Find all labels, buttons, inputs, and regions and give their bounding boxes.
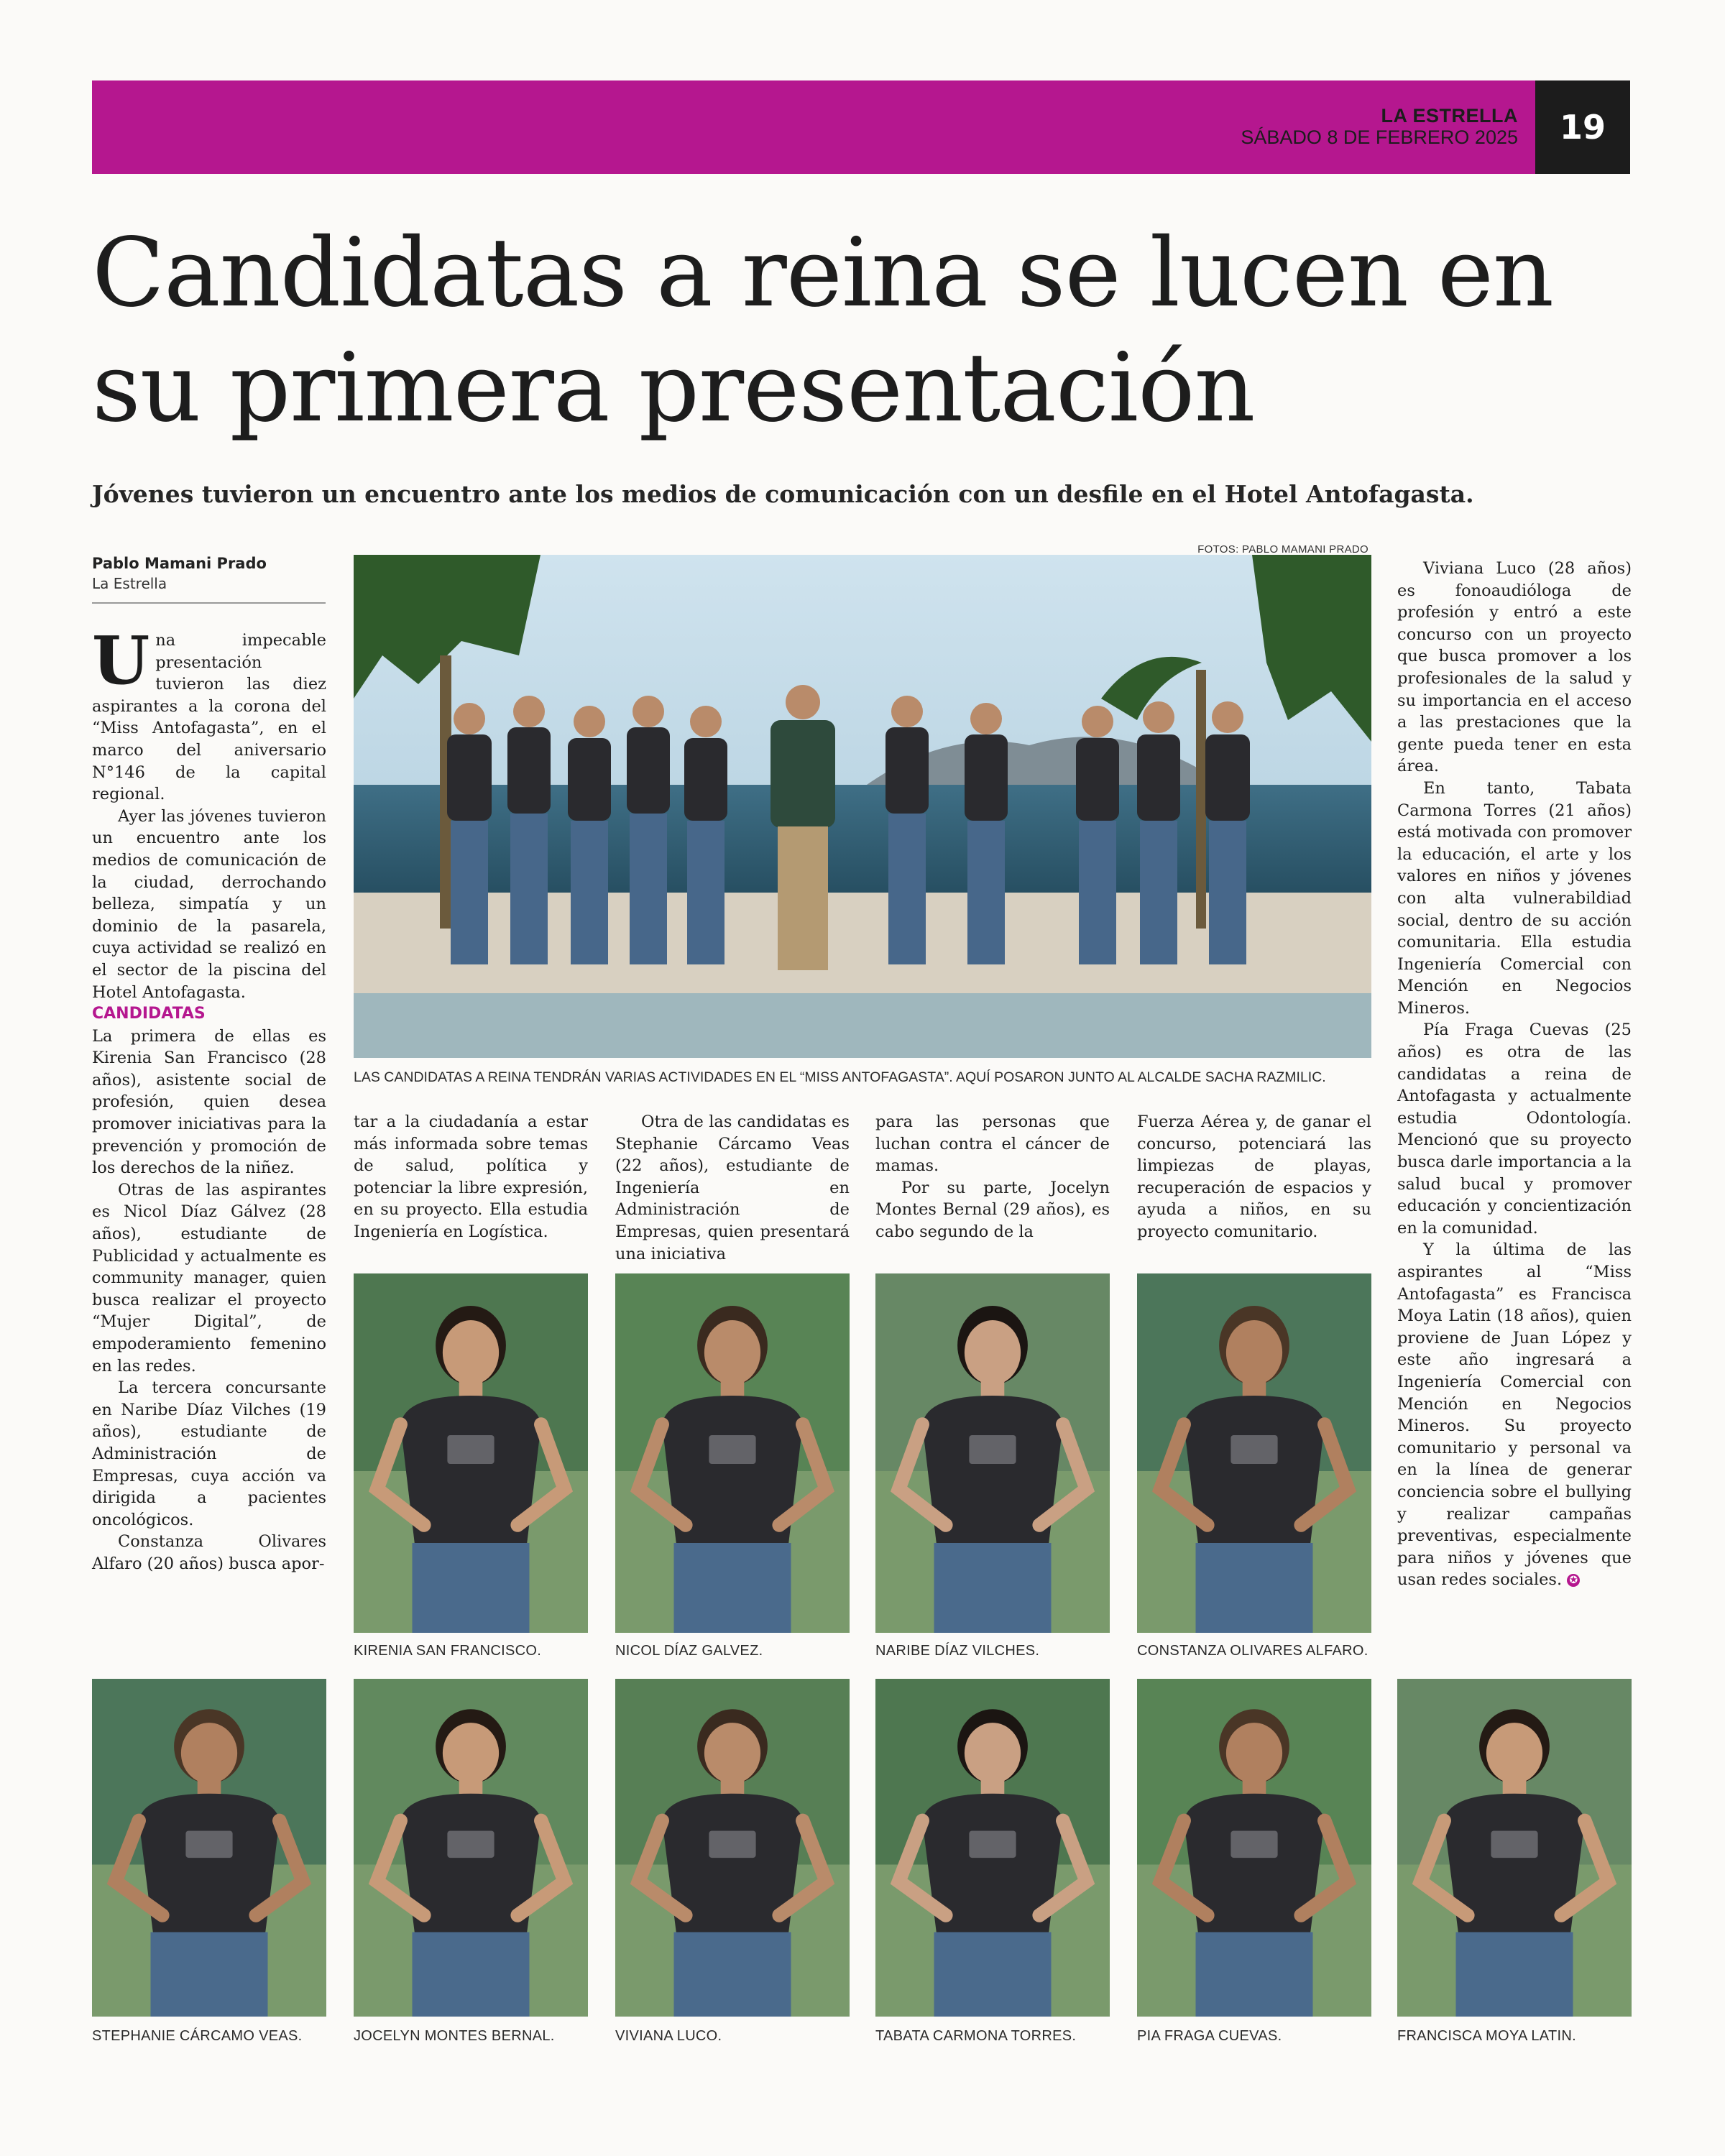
- body-paragraph: La primera de ellas es Kirenia San Francisco (28 años), asistente social de profesión, quien desea promover iniciativas para la prevención y promoción de los derechos de la niñez.: [92, 1026, 326, 1178]
- byline-divider: [92, 602, 326, 604]
- row1-portrait-photo: [875, 1273, 1110, 1633]
- portrait-caption: KIRENIA SAN FRANCISCO.: [354, 1643, 542, 1659]
- main-group-photo: [354, 555, 1371, 1058]
- body-paragraph: Y la última de las aspirantes al “Miss Antofagasta” es Francisca Moya Latin (18 años), quien proviene de Juan López y este año ingresará a Ingeniería Comercial con Mención en Negocios Mineros. Su proyecto comunitario y personal va en la línea de generar conciencia sobre el bullying y realizar campañas preventivas, especialmente para niños y jóvenes que usan redes sociales. ✪: [1397, 1240, 1632, 1590]
- row2-portrait-photo: [354, 1679, 588, 2017]
- row1-portrait-photo: [354, 1273, 588, 1633]
- text-column-3: [615, 1111, 850, 1265]
- row1-portrait-photo: [615, 1273, 850, 1633]
- end-mark-icon: ✪: [1567, 1574, 1580, 1587]
- portrait-caption: NARIBE DÍAZ VILCHES.: [875, 1643, 1040, 1659]
- row2-portrait-photo: [615, 1679, 850, 2017]
- portrait-caption: STEPHANIE CÁRCAMO VEAS.: [92, 2028, 303, 2044]
- text-column-2: [354, 1111, 588, 1243]
- text-column-1: [92, 622, 326, 1575]
- row2-portrait-photo: [1137, 1679, 1371, 2017]
- group-photo-image: [354, 555, 1371, 1058]
- body-paragraph: para las personas que luchan contra el cáncer de mamas.: [875, 1112, 1110, 1176]
- body-paragraph: Otra de las candidatas es Stephanie Cárcamo Veas (22 años), estudiante de Ingeniería en Administración de Empresas, quien presentará una iniciativa: [615, 1112, 850, 1263]
- portrait-caption: FRANCISCA MOYA LATIN.: [1397, 2028, 1576, 2044]
- text-column-4: [875, 1111, 1110, 1243]
- body-paragraph: tar a la ciudadanía a estar más informada sobre temas de salud, política y potenciar la libre expresión, en su proyecto. Ella estudia Ingeniería en Logística.: [354, 1112, 588, 1241]
- subheadline: Jóvenes tuvieron un encuentro ante los medios de comunicación con un desfile en el Hotel Antofagasta.: [92, 480, 1474, 508]
- photo-credit: FOTOS: PABLO MAMANI PRADO: [1197, 543, 1368, 556]
- portrait-caption: VIVIANA LUCO.: [615, 2028, 722, 2044]
- body-paragraph: La tercera concursante en Naribe Díaz Vilches (19 años), estudiante de Administración de Empresas, cuya acción va dirigida a pacientes oncológicos.: [92, 1378, 326, 1529]
- portrait-caption: NICOL DÍAZ GALVEZ.: [615, 1643, 763, 1659]
- lead-paragraph: Una impecable presentación tuvieron las diez aspirantes a la corona del “Miss Antofagasta”, en el marco del aniversario N°146 de la capital regional.: [92, 622, 326, 804]
- text-column-6: [1397, 558, 1632, 1591]
- body-paragraph: En tanto, Tabata Carmona Torres (21 años) está motivada con promover la educación, el arte y los valores en niños y jóvenes con alta vulnerabildiad social, dentro de su acción comunitaria. Ella estudia Ingeniería Comercial con Mención en Negocios Mineros.: [1397, 778, 1632, 1018]
- portrait-caption: CONSTANZA OLIVARES ALFARO.: [1137, 1643, 1368, 1659]
- row2-portrait-photo: [1397, 1679, 1632, 2017]
- row2-portrait-photo: [92, 1679, 326, 2017]
- text-column-5: [1137, 1111, 1371, 1243]
- drop-cap: U: [92, 622, 150, 699]
- row1-portrait-photo: [1137, 1273, 1371, 1633]
- publication-date: SÁBADO 8 DE FEBRERO 2025: [1241, 126, 1518, 148]
- portrait-caption: PIA FRAGA CUEVAS.: [1137, 2028, 1282, 2044]
- body-paragraph: Constanza Olivares Alfaro (20 años) busca apor-: [92, 1532, 326, 1573]
- body-paragraph: Viviana Luco (28 años) es fonoaudióloga de profesión y entró a este concurso con un proyecto que busca promover a los profesionales de la salud y su importancia en el acceso a las prestaciones que la gente pueda tener en esta área.: [1397, 559, 1632, 776]
- body-paragraph: Ayer las jóvenes tuvieron un encuentro ante los medios de comunicación de la ciudad, derrochando belleza, simpatía y un dominio de la pasarela, cuya actividad se realizó en el sector de la piscina del Hotel Antofagasta.: [92, 806, 326, 1002]
- page-number: 19: [1535, 80, 1630, 174]
- main-photo-caption: LAS CANDIDATAS A REINA TENDRÁN VARIAS ACTIVIDADES EN EL “MISS ANTOFAGASTA”. AQUÍ POSARON JUNTO AL ALCALDE SACHA RAZMILIC.: [354, 1069, 1326, 1085]
- body-paragraph: Fuerza Aérea y, de ganar el concurso, potenciará las limpiezas de playas, recuperación de espacios y ayuda a niños, en su proyecto comunitario.: [1137, 1112, 1371, 1241]
- row2-portrait-photo: [875, 1679, 1110, 2017]
- body-paragraph: Otras de las aspirantes es Nicol Díaz Gálvez (28 años), estudiante de Publicidad y actualmente es community manager, quien busca realizar el proyecto “Mujer Digital”, de empoderamiento femenino en las redes.: [92, 1180, 326, 1376]
- byline-organization: La Estrella: [92, 575, 167, 592]
- portrait-caption: TABATA CARMONA TORRES.: [875, 2028, 1077, 2044]
- portrait-caption: JOCELYN MONTES BERNAL.: [354, 2028, 555, 2044]
- publication-name: LA ESTRELLA: [1381, 105, 1518, 126]
- body-paragraph: Pía Fraga Cuevas (25 años) es otra de las candidatas a reina de Antofagasta y actualmente estudia Odontología. Mencionó que su proyecto busca darle importancia a la salud bucal y promover educación y concientización en la comunidad.: [1397, 1021, 1632, 1238]
- body-paragraph: Por su parte, Jocelyn Montes Bernal (29 años), es cabo segundo de la: [875, 1178, 1110, 1241]
- section-heading: CANDIDATAS: [92, 1005, 206, 1023]
- headline: Candidatas a reina se lucen en su primera presentación: [92, 218, 1554, 443]
- byline-author: Pablo Mamani Prado: [92, 555, 267, 572]
